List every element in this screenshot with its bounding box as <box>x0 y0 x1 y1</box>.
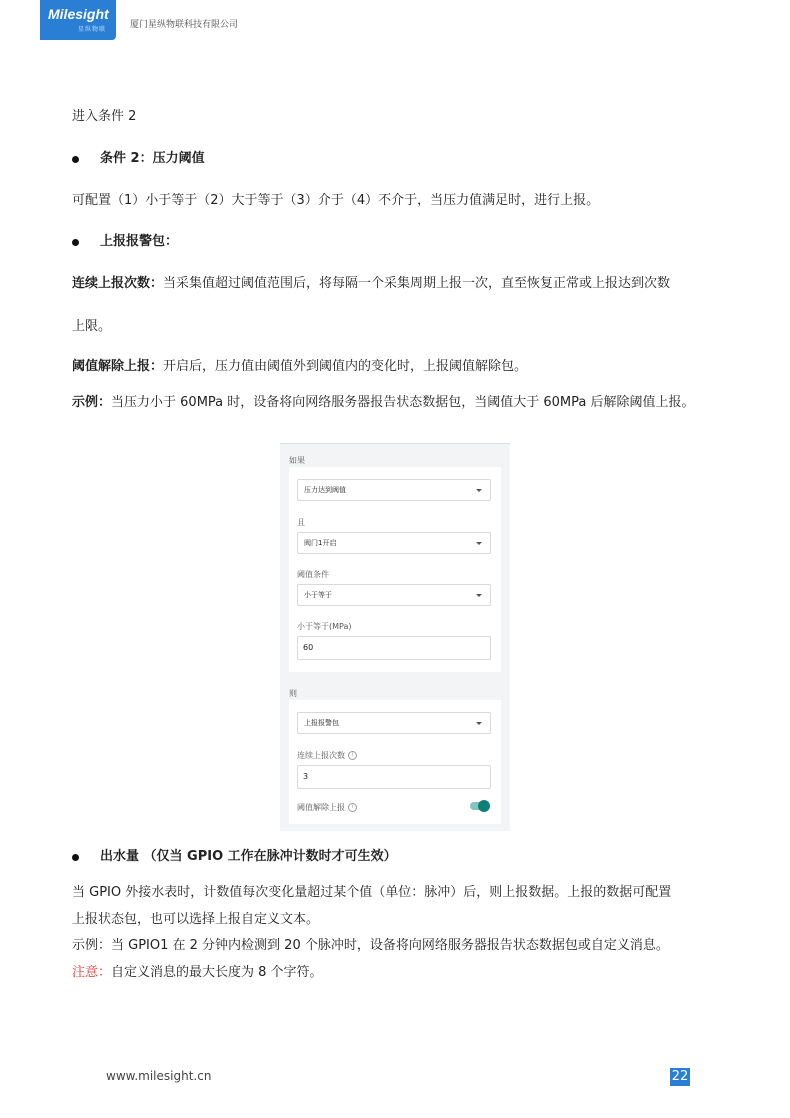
threshold-select[interactable] <box>297 584 491 606</box>
continuous-report-text-2: 上限。 <box>72 319 112 334</box>
water-description-1: 当 GPIO 外接水表时，计数值每次变化量超过某个值（单位：脉冲）后，则上报数据。上报的数据可配置 <box>72 885 672 900</box>
bullet-icon <box>72 854 79 861</box>
chevron-down-icon <box>476 489 482 492</box>
threshold-select-value: 小于等于 <box>304 591 332 599</box>
example-text: 当压力小于 60MPa 时，设备将向网络服务器报告状态数据包，当阈值大于 60MPa 后解除阈值上报。 <box>111 395 695 410</box>
note-paragraph <box>72 964 323 982</box>
condition-description: 可配置（1）小于等于（2）大于等于（3）介于（4）不介于，当压力值满足时，进行上报。 <box>72 193 600 208</box>
then-select-value: 上报报警包 <box>304 719 339 727</box>
count-label: 连续上报次数 <box>297 751 345 760</box>
condition-title: 条件 2：压力阈值 <box>100 151 205 166</box>
count-input[interactable]: 3 <box>297 765 491 789</box>
note-text: 自定义消息的最大长度为 8 个字符。 <box>111 965 323 980</box>
info-icon[interactable]: i <box>348 803 357 812</box>
if-select-value: 压力达到阈值 <box>304 486 346 494</box>
water-example: 示例：当 GPIO1 在 2 分钟内检测到 20 个脉冲时，设备将向网络服务器报告状态数据包或自定义消息。 <box>72 938 669 953</box>
logo-subtitle: 星纵物联 <box>78 26 107 33</box>
water-title: 出水量 （仅当 GPIO 工作在脉冲计数时才可生效） <box>100 849 397 864</box>
example-paragraph <box>72 394 695 412</box>
bullet-icon <box>72 239 79 246</box>
chevron-down-icon <box>476 594 482 597</box>
chevron-down-icon <box>476 542 482 545</box>
release-paragraph <box>72 358 527 376</box>
release-text: 开启后，压力值由阈值外到阈值内的变化时，上报阈值解除包。 <box>163 359 528 374</box>
then-select[interactable] <box>297 712 491 734</box>
then-label: 则 <box>289 689 297 698</box>
release-row <box>297 802 357 813</box>
logo: Milesight <box>48 6 109 22</box>
info-icon[interactable]: i <box>348 751 357 760</box>
continuous-report-text: 当采集值超过阈值范围后，将每隔一个采集周期上报一次，直至恢复正常或上报达到次数 <box>163 276 671 291</box>
if-select[interactable] <box>297 479 491 501</box>
le-input[interactable]: 60 <box>297 636 491 660</box>
if-label: 如果 <box>289 456 305 465</box>
threshold-label: 阈值条件 <box>297 570 329 579</box>
and-select[interactable] <box>297 532 491 554</box>
continuous-report-label: 连续上报次数： <box>72 276 164 291</box>
footer-url[interactable]: www.milesight.cn <box>106 1069 212 1083</box>
alarm-title: 上报报警包： <box>100 234 179 249</box>
count-label-row <box>297 750 357 761</box>
note-label: 注意： <box>72 965 112 980</box>
bullet-icon <box>72 156 79 163</box>
release-toggle-knob[interactable] <box>478 800 490 812</box>
enter-condition: 进入条件 2 <box>72 109 137 124</box>
page-number: 22 <box>671 1069 689 1084</box>
release-label: 阈值解除上报： <box>72 359 164 374</box>
and-label: 且 <box>297 518 305 527</box>
and-select-value: 阀门1开启 <box>304 539 337 547</box>
release-toggle-label: 阈值解除上报 <box>297 803 345 812</box>
example-label: 示例： <box>72 395 112 410</box>
water-description-2: 上报状态包，也可以选择上报自定义文本。 <box>72 912 320 927</box>
chevron-down-icon <box>476 722 482 725</box>
company-name: 厦门星纵物联科技有限公司 <box>130 20 239 30</box>
continuous-report-paragraph <box>72 275 670 293</box>
le-label: 小于等于(MPa) <box>297 622 352 631</box>
